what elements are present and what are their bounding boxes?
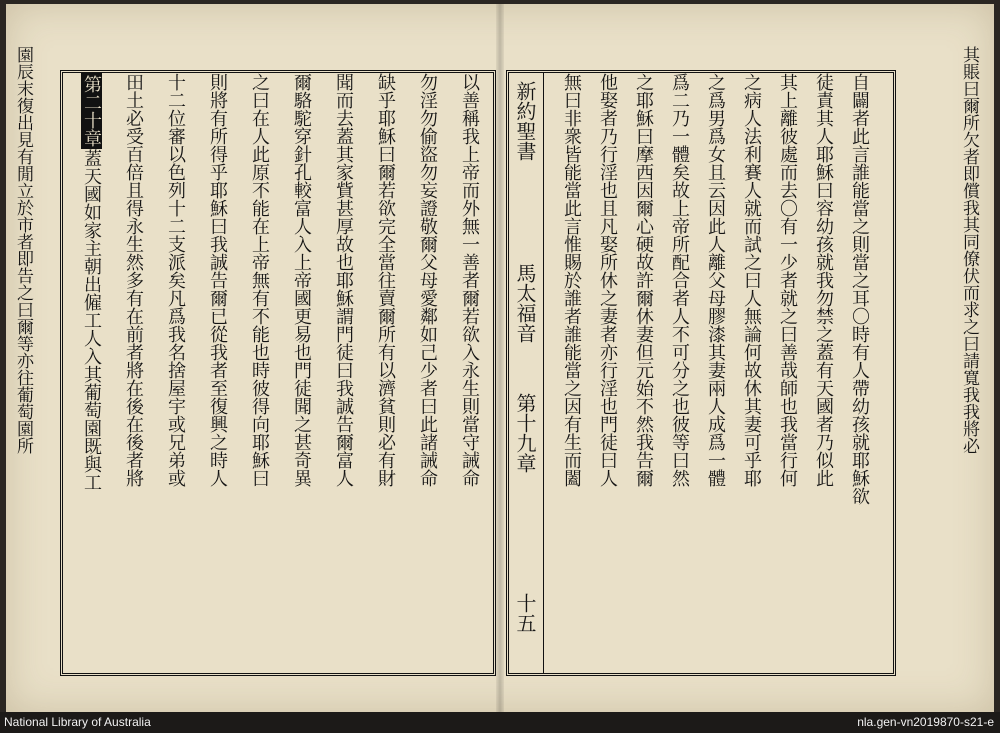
- left-page-frame: [60, 70, 496, 676]
- text-column: 之耶穌曰摩西因爾心硬故許爾休妻但元始不然我告爾: [633, 73, 654, 487]
- text-column: 十二位審以色列十二支派矣凡爲我名捨屋宇或兄弟或: [165, 73, 186, 487]
- text-column: 勿淫勿偷盜勿妄證敬爾父母愛鄰如己少者曰此諸誡命: [417, 73, 438, 487]
- text-column: 自闢者此言誰能當之則當之耳〇時有人帶幼孩就耶穌欲: [849, 73, 870, 505]
- center-column: [509, 73, 544, 673]
- outer-text-column-right: 其賬曰爾所欠者即償我其同僚伏而求之曰請寬我我將必: [959, 46, 979, 454]
- text-column: 無曰非衆皆能當此言惟賜於誰者誰能當之因有生而闔: [561, 73, 582, 487]
- chapter-heading: 第二十章: [81, 75, 102, 147]
- text-column: 之曰在人此原不能在上帝無有不能也時彼得向耶穌曰: [249, 73, 270, 487]
- text-column: 爾駱駝穿針孔較富人入上帝國更易也門徒聞之甚奇異: [291, 73, 312, 487]
- text-column: 缺乎耶穌曰爾若欲完全當往賣爾所有以濟貧則必有財: [375, 73, 396, 487]
- book-title: 馬太福音: [513, 263, 537, 343]
- text-column: 之爲男爲女且云因此人離父母膠漆其妻兩人成爲一體: [705, 73, 726, 487]
- text-column: 爲二乃一體矣故上帝所配合者人不可分之也彼等曰然: [669, 73, 690, 487]
- footer-bar: [0, 712, 1000, 733]
- outer-text-column-left: 園辰末復出見有閒立於市者即告之曰爾等亦往葡萄園所: [13, 46, 33, 454]
- text-column: 徒責其人耶穌曰容幼孩就我勿禁之蓋有天國者乃似此: [813, 73, 834, 487]
- text-column: 第二十章蓋天國如家主朝出僱工人入其葡萄園既與工: [81, 75, 102, 491]
- footer-library-name: National Library of Australia: [4, 715, 151, 729]
- series-title: 新約聖書: [513, 81, 537, 161]
- text-column: 之病人法利賽人就而試之曰人無論何故休其妻可乎耶: [741, 73, 762, 487]
- text-column: 則將有所得乎耶穌曰我誠告爾已從我者至復興之時人: [207, 73, 228, 487]
- page-fold: [496, 4, 504, 712]
- page-number: 十五: [513, 593, 537, 633]
- right-page-frame: [506, 70, 896, 676]
- text-column: 以善稱我上帝而外無一善者爾若欲入永生則當守誡命: [459, 73, 480, 487]
- text-column: 其上離彼處而去〇有一少者就之曰善哉師也我當行何: [777, 73, 798, 487]
- footer-identifier: nla.gen-vn2019870-s21-e: [857, 715, 994, 729]
- text-column: 田土必受百倍且得永生然多有在前者將在後在後者將: [123, 73, 144, 487]
- chapter-label: 第十九章: [513, 393, 537, 473]
- text-column: 他娶者乃行淫也且凡娶所休之妻者亦行淫也門徒曰人: [597, 73, 618, 487]
- text-column: 聞而去蓋其家貲甚厚故也耶穌謂門徒曰我誠告爾富人: [333, 73, 354, 487]
